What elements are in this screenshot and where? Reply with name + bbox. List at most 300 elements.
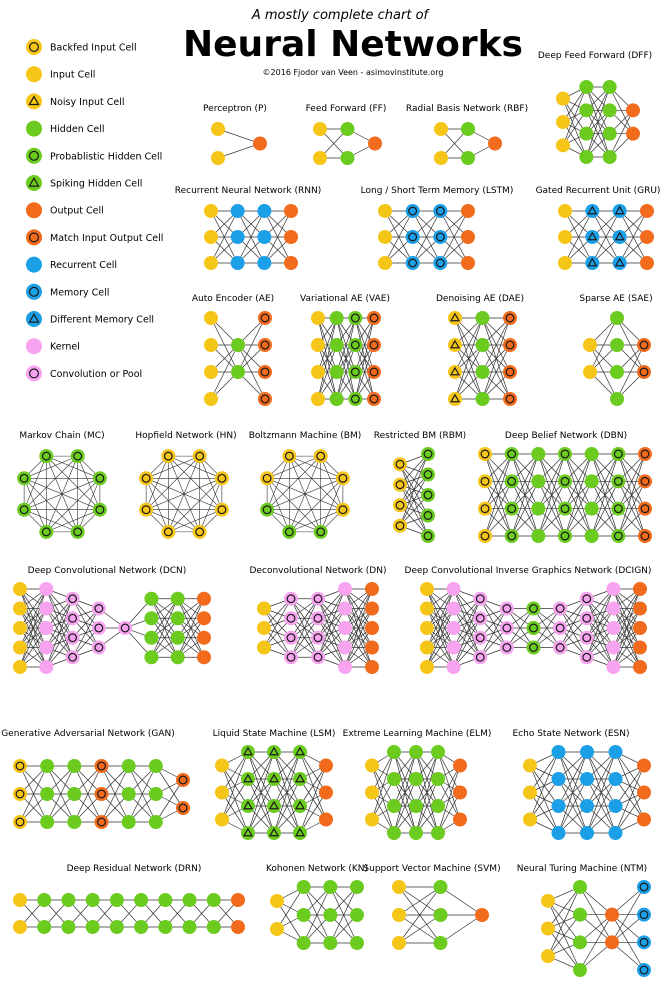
hidden-cell [573, 935, 587, 949]
probablistic-hidden-cell [421, 488, 435, 502]
input-cell [311, 392, 325, 406]
hidden-cell [603, 103, 617, 117]
hidden-cell [183, 893, 197, 907]
probablistic-hidden-cell [558, 502, 572, 516]
legend-swatch [26, 202, 42, 218]
network-diagram [203, 104, 267, 165]
hidden-cell [37, 893, 51, 907]
output-cell [633, 641, 647, 655]
input-cell [541, 949, 555, 963]
recurrent-cell [609, 799, 623, 813]
recurrent-cell [552, 799, 566, 813]
hidden-cell [387, 826, 401, 840]
hidden-cell [431, 799, 445, 813]
legend-item [26, 202, 104, 218]
backfed-input-cell [13, 787, 27, 801]
output-cell [633, 621, 647, 635]
kernel-cell [39, 660, 53, 674]
output-cell [488, 137, 502, 151]
hidden-cell [573, 880, 587, 894]
memory-cell [433, 230, 447, 244]
hidden-cell [579, 103, 593, 117]
convolution-or-pool-cell [473, 611, 487, 625]
output-cell [637, 759, 651, 773]
output-cell [640, 230, 654, 244]
input-cell [523, 759, 537, 773]
hidden-cell [144, 592, 158, 606]
hidden-cell [387, 745, 401, 759]
legend [26, 39, 163, 381]
convolution-or-pool-cell [284, 631, 298, 645]
hidden-cell [434, 908, 448, 922]
connection [267, 478, 321, 532]
input-cell [541, 894, 555, 908]
hidden-cell [61, 920, 75, 934]
hidden-cell [603, 80, 617, 94]
connection [24, 478, 78, 532]
network-label: Extreme Learning Machine (ELM) [342, 729, 492, 739]
match-input-output-cell [638, 529, 652, 543]
memory-cell [406, 204, 420, 218]
legend-swatch [26, 66, 42, 82]
output-cell [284, 230, 298, 244]
hidden-cell [110, 893, 124, 907]
hidden-cell [40, 787, 54, 801]
backfed-input-cell [314, 449, 328, 463]
hidden-cell [37, 920, 51, 934]
legend-item [26, 93, 125, 109]
output-cell [453, 759, 467, 773]
hidden-cell [330, 338, 344, 352]
backfed-input-cell [139, 471, 153, 485]
convolution-or-pool-cell [284, 592, 298, 606]
hidden-cell [610, 365, 624, 379]
legend-item [26, 39, 137, 55]
convolution-or-pool-cell [311, 631, 325, 645]
probablistic-hidden-cell [71, 449, 85, 463]
hidden-cell [531, 529, 545, 543]
legend-swatch [26, 284, 42, 300]
output-cell [197, 631, 211, 645]
match-input-output-cell [367, 311, 381, 325]
hidden-cell [134, 893, 148, 907]
hidden-cell [171, 631, 185, 645]
kernel-cell [338, 621, 352, 635]
legend-label: Convolution or Pool [50, 368, 143, 380]
different-memory-cell [585, 204, 599, 218]
probablistic-hidden-cell [348, 338, 362, 352]
legend-label: Match Input Output Cell [50, 232, 164, 244]
network-diagram [436, 294, 524, 406]
output-cell [626, 103, 640, 117]
output-cell [475, 908, 489, 922]
backfed-input-cell [393, 457, 407, 471]
input-cell [204, 365, 218, 379]
network-cells [211, 122, 267, 165]
legend-swatch [26, 121, 42, 137]
kernel-cell [447, 602, 461, 616]
input-cell [556, 115, 570, 129]
connection [267, 456, 321, 510]
probablistic-hidden-cell [611, 447, 625, 461]
input-cell [204, 311, 218, 325]
convolution-or-pool-cell [92, 621, 106, 635]
connection [46, 478, 100, 532]
match-input-output-cell [638, 474, 652, 488]
hidden-cell [531, 474, 545, 488]
hidden-cell [579, 127, 593, 141]
match-input-output-cell [638, 502, 652, 516]
input-cell [215, 786, 229, 800]
convolution-or-pool-cell [500, 602, 514, 616]
network-label: Radial Basis Network (RBF) [405, 104, 529, 114]
recurrent-cell [231, 230, 245, 244]
network-diagram [306, 104, 387, 165]
hidden-cell [297, 936, 311, 950]
spiking-hidden-cell [293, 745, 307, 759]
hidden-cell [350, 936, 364, 950]
noisy-input-cell [448, 338, 462, 352]
network-label: Hopfield Network (HN) [135, 431, 237, 441]
hidden-cell [297, 880, 311, 894]
convolution-or-pool-cell [473, 650, 487, 664]
spiking-hidden-cell [293, 826, 307, 840]
backfed-input-cell [478, 529, 492, 543]
hidden-cell [330, 392, 344, 406]
network-connections [277, 887, 357, 943]
probablistic-hidden-cell [505, 474, 519, 488]
connection [146, 456, 200, 510]
network-cells [583, 311, 651, 406]
network-connections [455, 318, 510, 399]
hidden-cell [61, 893, 75, 907]
output-cell [197, 592, 211, 606]
convolution-or-pool-cell [500, 621, 514, 635]
probablistic-hidden-cell [558, 474, 572, 488]
network-diagram [536, 186, 661, 270]
probablistic-hidden-cell [421, 447, 435, 461]
convolution-or-pool-cell [580, 592, 594, 606]
output-cell [284, 204, 298, 218]
memory-cell [433, 204, 447, 218]
hidden-cell [40, 815, 54, 829]
input-cell [257, 602, 271, 616]
network-label: Kohonen Network (KN) [265, 864, 369, 874]
probablistic-hidden-cell [93, 503, 107, 517]
network-connections [267, 456, 343, 532]
spiking-hidden-cell [293, 799, 307, 813]
legend-label: Output Cell [50, 205, 104, 217]
output-cell [633, 602, 647, 616]
network-connections [211, 211, 291, 263]
output-cell [319, 759, 333, 773]
network-diagram [538, 51, 652, 164]
input-cell [211, 151, 225, 165]
convolution-or-pool-cell [311, 650, 325, 664]
network-label: Deep Convolutional Inverse Graphics Network (DCIGN) [404, 566, 652, 576]
probablistic-hidden-cell [527, 641, 541, 655]
hidden-cell [461, 122, 475, 136]
hidden-cell [461, 151, 475, 165]
input-cell [583, 338, 597, 352]
network-diagram [343, 729, 492, 840]
convolution-or-pool-cell [66, 611, 80, 625]
match-input-output-cell [176, 801, 190, 815]
convolution-or-pool-cell [92, 602, 106, 616]
recurrent-cell [231, 204, 245, 218]
connection [289, 456, 343, 510]
network-diagram [405, 566, 652, 674]
network-connections [20, 900, 238, 927]
network-label: Liquid State Machine (LSM) [212, 729, 336, 739]
network-diagram [1, 729, 190, 829]
spiking-hidden-cell [267, 799, 281, 813]
hidden-cell [171, 592, 185, 606]
match-input-output-cell [367, 365, 381, 379]
input-cell [313, 151, 327, 165]
hidden-cell [86, 920, 100, 934]
probablistic-hidden-cell [505, 502, 519, 516]
backfed-input-cell [336, 503, 350, 517]
hidden-cell [579, 80, 593, 94]
hidden-cell [603, 127, 617, 141]
hidden-cell [350, 908, 364, 922]
input-cell [257, 641, 271, 655]
convolution-or-pool-cell [580, 631, 594, 645]
spiking-hidden-cell [267, 745, 281, 759]
legend-swatch [26, 365, 42, 381]
output-cell [365, 582, 379, 596]
memory-cell [637, 880, 651, 894]
hidden-cell [171, 611, 185, 625]
input-cell [434, 122, 448, 136]
noisy-input-cell [448, 365, 462, 379]
memory-cell [406, 256, 420, 270]
output-cell [461, 204, 475, 218]
network-connections [372, 752, 460, 833]
network-diagram [175, 186, 321, 270]
network-diagram [213, 729, 336, 840]
legend-item [26, 284, 109, 300]
convolution-or-pool-cell [66, 592, 80, 606]
probablistic-hidden-cell [611, 474, 625, 488]
input-cell [392, 936, 406, 950]
convolution-or-pool-cell [580, 611, 594, 625]
kernel-cell [606, 641, 620, 655]
hidden-cell [67, 815, 81, 829]
legend-item [26, 257, 117, 273]
connection [24, 456, 78, 510]
input-cell [392, 880, 406, 894]
connection [277, 887, 304, 929]
match-input-output-cell [258, 392, 272, 406]
hidden-cell [610, 311, 624, 325]
match-input-output-cell [503, 338, 517, 352]
backfed-input-cell [393, 478, 407, 492]
legend-swatch [26, 175, 42, 191]
hidden-cell [149, 759, 163, 773]
probablistic-hidden-cell [314, 525, 328, 539]
backfed-input-cell [215, 503, 229, 517]
network-diagram [579, 294, 652, 406]
probablistic-hidden-cell [611, 502, 625, 516]
spiking-hidden-cell [293, 772, 307, 786]
convolution-or-pool-cell [311, 592, 325, 606]
memory-cell [406, 230, 420, 244]
kernel-cell [39, 582, 53, 596]
probablistic-hidden-cell [348, 392, 362, 406]
different-memory-cell [585, 230, 599, 244]
recurrent-cell [552, 772, 566, 786]
match-input-output-cell [95, 815, 109, 829]
hidden-cell [144, 650, 158, 664]
network-diagram [250, 566, 387, 674]
hidden-cell [134, 920, 148, 934]
match-input-output-cell [503, 392, 517, 406]
output-cell [368, 137, 382, 151]
match-input-output-cell [258, 338, 272, 352]
input-cell [13, 582, 27, 596]
input-cell [311, 365, 325, 379]
different-memory-cell [585, 256, 599, 270]
chart-subtitle: A mostly complete chart of [251, 8, 429, 23]
recurrent-cell [552, 745, 566, 759]
network-diagram [406, 104, 528, 165]
output-cell [461, 230, 475, 244]
kernel-cell [338, 660, 352, 674]
convolution-or-pool-cell [118, 621, 132, 635]
output-cell [633, 582, 647, 596]
legend-label: Recurrent Cell [50, 260, 118, 272]
hidden-cell [330, 311, 344, 325]
network-connections [485, 454, 645, 536]
hidden-cell [573, 963, 587, 977]
input-cell [558, 204, 572, 218]
input-cell [556, 138, 570, 152]
backfed-input-cell [478, 502, 492, 516]
network-label: Neural Turing Machine (NTM) [516, 864, 648, 874]
output-cell [365, 602, 379, 616]
kernel-cell [338, 602, 352, 616]
connection [156, 780, 183, 822]
convolution-or-pool-cell [580, 650, 594, 664]
probablistic-hidden-cell [39, 525, 53, 539]
network-connections [565, 211, 647, 263]
input-cell [365, 786, 379, 800]
hidden-cell [476, 311, 490, 325]
network-label: Perceptron (P) [203, 104, 267, 114]
input-cell [13, 893, 27, 907]
match-input-output-cell [503, 311, 517, 325]
legend-label: Memory Cell [50, 287, 110, 299]
spiking-hidden-cell [241, 826, 255, 840]
hidden-cell [144, 611, 158, 625]
input-cell [13, 602, 27, 616]
network-diagram [135, 431, 236, 539]
convolution-or-pool-cell [284, 650, 298, 664]
recurrent-cell [257, 204, 271, 218]
network-diagram [17, 431, 107, 539]
output-cell [633, 660, 647, 674]
convolution-or-pool-cell [553, 602, 567, 616]
hidden-cell [183, 920, 197, 934]
spiking-hidden-cell [267, 772, 281, 786]
network-connections [318, 318, 374, 399]
hidden-cell [585, 447, 599, 461]
hidden-cell [585, 502, 599, 516]
output-cell [197, 611, 211, 625]
match-input-output-cell [637, 338, 651, 352]
network-diagram [513, 729, 651, 840]
hidden-cell [531, 502, 545, 516]
hidden-cell [350, 880, 364, 894]
convolution-or-pool-cell [284, 611, 298, 625]
network-diagram [192, 294, 274, 406]
network-diagram [249, 431, 361, 539]
spiking-hidden-cell [241, 745, 255, 759]
hidden-cell [231, 338, 245, 352]
hidden-cell [207, 920, 221, 934]
different-memory-cell [613, 256, 627, 270]
match-input-output-cell [638, 447, 652, 461]
recurrent-cell [580, 772, 594, 786]
convolution-or-pool-cell [473, 592, 487, 606]
network-diagram [361, 186, 514, 270]
noisy-input-cell [448, 311, 462, 325]
network-cells [523, 745, 651, 840]
probablistic-hidden-cell [505, 447, 519, 461]
legend-swatch [26, 257, 42, 273]
legend-swatch [26, 229, 42, 245]
legend-swatch [26, 311, 42, 327]
memory-cell [637, 908, 651, 922]
hidden-cell [122, 759, 136, 773]
network-cells [204, 311, 272, 406]
probablistic-hidden-cell [71, 525, 85, 539]
backfed-input-cell [161, 449, 175, 463]
connection [168, 478, 222, 532]
recurrent-cell [580, 799, 594, 813]
hidden-cell [144, 631, 158, 645]
legend-item [26, 148, 162, 164]
network-connections [590, 318, 644, 399]
network-label: Echo State Network (ESN) [512, 729, 630, 739]
recurrent-cell [231, 256, 245, 270]
hidden-cell [476, 392, 490, 406]
backfed-input-cell [193, 525, 207, 539]
convolution-or-pool-cell [473, 631, 487, 645]
kernel-cell [447, 660, 461, 674]
input-cell [13, 641, 27, 655]
convolution-or-pool-cell [66, 650, 80, 664]
recurrent-cell [257, 230, 271, 244]
hidden-cell [207, 893, 221, 907]
noisy-input-cell [448, 392, 462, 406]
probablistic-hidden-cell [348, 311, 362, 325]
convolution-or-pool-cell [311, 611, 325, 625]
hidden-cell [476, 365, 490, 379]
match-input-output-cell [95, 787, 109, 801]
input-cell [270, 894, 284, 908]
match-input-output-cell [176, 773, 190, 787]
input-cell [420, 621, 434, 635]
connection [441, 887, 483, 915]
network-cells [393, 447, 435, 543]
recurrent-cell [257, 256, 271, 270]
network-diagram [478, 431, 652, 543]
kernel-cell [39, 621, 53, 635]
network-label: Auto Encoder (AE) [191, 294, 275, 304]
